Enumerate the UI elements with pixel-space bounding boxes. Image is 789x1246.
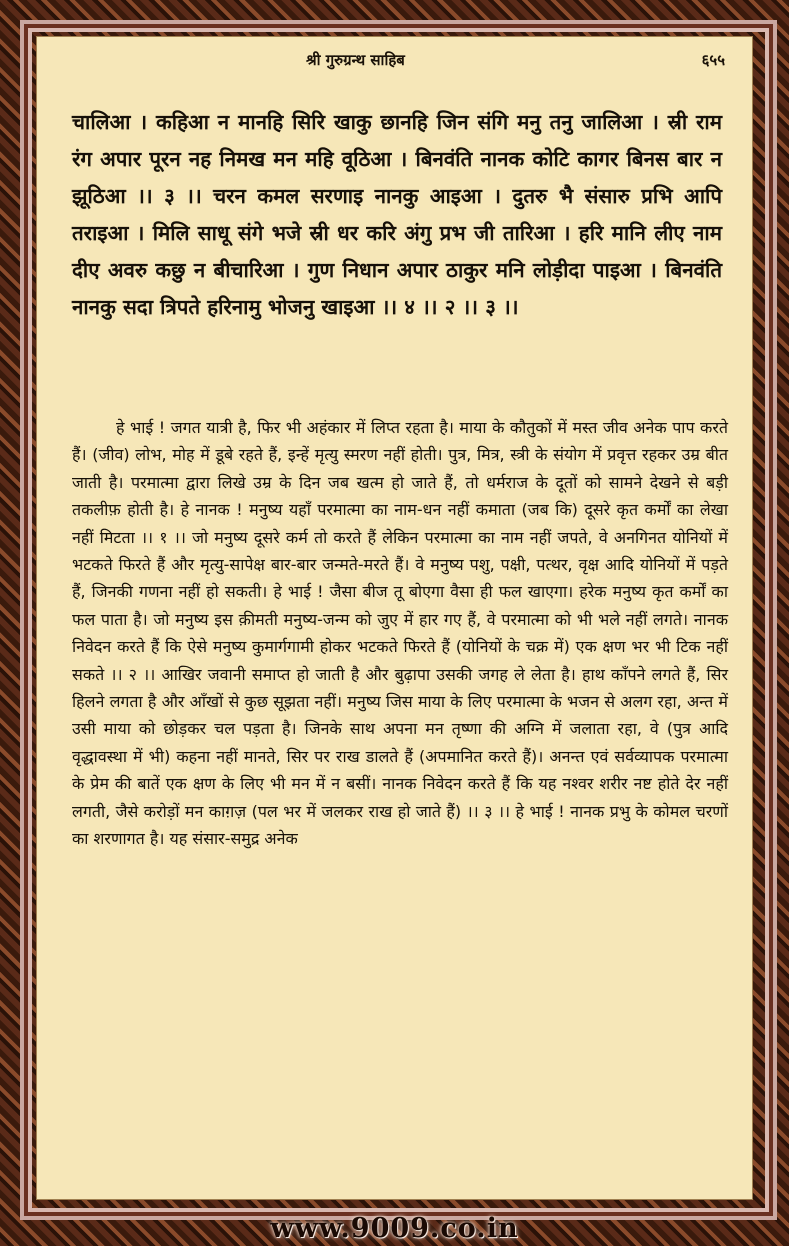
page-header [36,50,753,74]
page-number: ६५५ [701,51,725,69]
website-link[interactable]: www.9009.co.in [270,1213,519,1244]
page-title: श्री गुरुग्रन्थ साहिब [306,51,405,69]
gurbani-verse: चालिआ । कहिआ न मानहि सिरि खाकु छानहि जिन संगि मनु तनु जालिआ । स्री राम रंग अपार पूरन नह निमख मन महि वूठिआ । बिनवंति नानक कोटि कागर बिनस बार न झूठिआ ।। ३ ।। चरन कमल सरणाइ नानकु आइआ । दुतरु भै संसारु प्रभि आपि तराइआ । मिलि साधू संगे भजे स्री धर करि अंगु प्रभ जी तारिआ । हरि मानि लीए नाम दीए अवरु कछु न बीचारिआ । गुण निधान अपार ठाकुर मनि लोड़ीदा पाइआ । बिनवंति नानकु सदा त्रिपते हरिनामु भोजनु खाइआ ।। ४ ।। २ ।। ३ ।। [72,110,722,319]
hindi-translation: हे भाई ! जगत यात्री है, फिर भी अहंकार में लिप्त रहता है। माया के कौतुकों में मस्त जीव अनेक पाप करते हैं। (जीव) लोभ, मोह में डूबे रहते हैं, इन्हें मृत्यु स्मरण नहीं होती। पुत्र, मित्र, स्त्री के संयोग में प्रवृत्त रहकर उम्र बीत जाती है। परमात्मा द्वारा लिखे उम्र के दिन जब खत्म हो जाते हैं, तो धर्मराज के दूतों को सामने देखने से बड़ी तकलीफ़ होती है। हे नानक ! मनुष्य यहाँ परमात्मा का नाम-धन नहीं कमाता (जब कि) दूसरे कृत कर्मों का लेखा नहीं मिटता ।। १ ।। जो मनुष्य दूसरे कर्म तो करते हैं लेकिन परमात्मा का नाम नहीं जपते, वे अनगिनत योनियों में भटकते फिरते हैं और मृत्यु-सापेक्ष बार-बार जन्मते-मरते हैं। वे मनुष्य पशु, पक्षी, पत्थर, वृक्ष आदि योनियों में पड़ते हैं, जिनकी गणना नहीं हो सकती। हे भाई ! जैसा बीज तू बोएगा वैसा ही फल खाएगा। हरेक मनुष्य कृत कर्मों का फल पाता है। जो मनुष्य इस क़ीमती मनुष्य-जन्म को जुए में हार गए हैं, वे परमात्मा को भी भले नहीं लगते। नानक निवेदन करते हैं कि ऐसे मनुष्य कुमार्गगामी होकर भटकते फिरते हैं (योनियों के चक्र में) एक क्षण भर भी टिक नहीं सकते ।। २ ।। आखिर जवानी समाप्त हो जाती है और बुढ़ापा उसकी जगह ले लेता है। हाथ काँपने लगते हैं, सिर हिलने लगता है और आँखों से कुछ सूझता नहीं। मनुष्य जिस माया के लिए परमात्मा के भजन से अलग रहा, अन्त में उसी माया को छोड़कर चल पड़ता है। जिनके साथ अपना मन तृष्णा की अग्नि में जलाता रहा, वे (पुत्र आदि वृद्धावस्था में भी) कहना नहीं मानते, सिर पर राख डालते हैं (अपमानित करते हैं)। अनन्त एवं सर्वव्यापक परमात्मा के प्रेम की बातें एक क्षण के लिए भी मन में न बसीं। नानक निवेदन करते हैं कि यह नश्वर शरीर नष्ट होते देर नहीं लगती, जैसे करोड़ों मन काग़ज़ (पल भर में जलकर राख हो जाते हैं) ।। ३ ।। हे भाई ! नानक प्रभु के कोमल चरणों का शरणागत है। यह संसार-समुद्र अनेक [72,418,728,849]
footer [0,1212,789,1246]
scripture-page [36,36,753,1200]
